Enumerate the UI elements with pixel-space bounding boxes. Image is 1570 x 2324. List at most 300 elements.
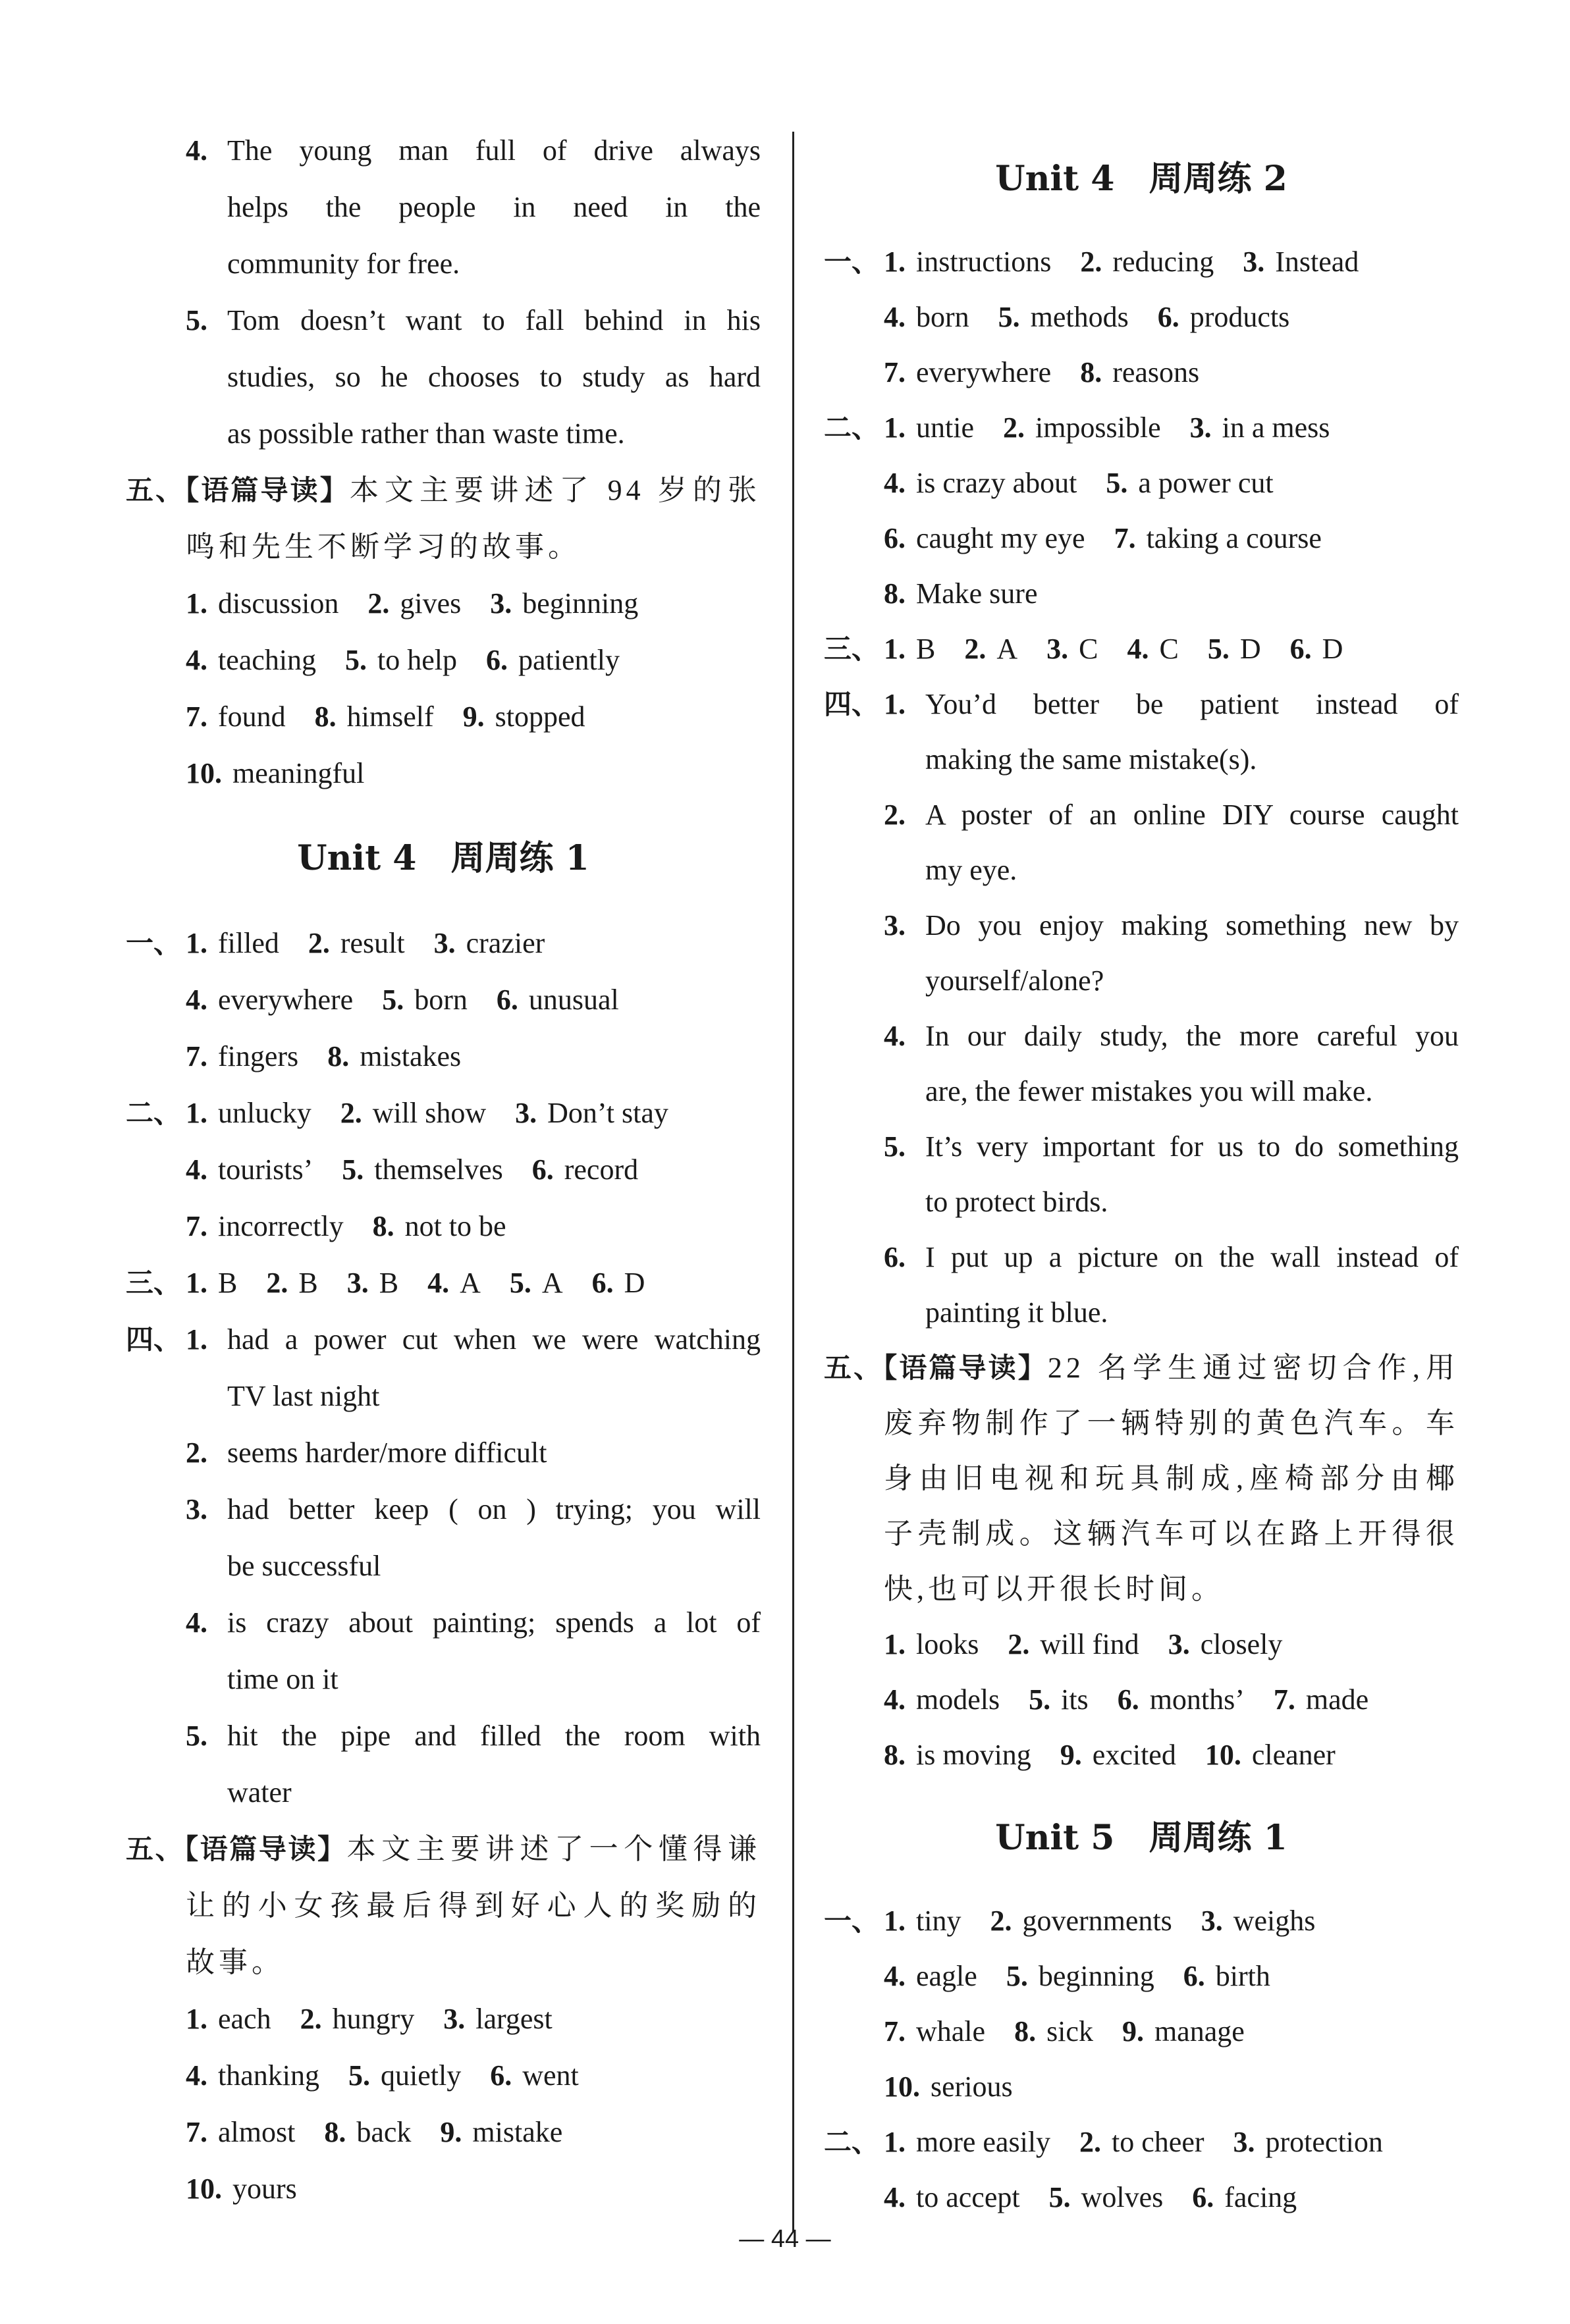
answer-line — [126, 2161, 761, 2217]
answer-number: 3. — [1046, 633, 1069, 665]
answer-number: 4. — [427, 1267, 450, 1299]
answer-text: hungry — [332, 2003, 415, 2035]
answer-number: 7. — [186, 700, 207, 733]
answer-text: facing — [1224, 2181, 1297, 2213]
answer-number: 8. — [884, 1739, 906, 1771]
left-column — [126, 122, 761, 2217]
guide-text: 让的小女孩最后得到好心人的奖励的 — [186, 1889, 761, 1922]
answer-line — [126, 1085, 761, 1142]
answer-number: 3. — [433, 927, 456, 959]
answer-number: 5. — [186, 304, 207, 336]
answer-text: filled — [218, 927, 279, 959]
answer-line — [126, 972, 761, 1028]
answer-item — [463, 689, 585, 745]
sentence-text: helps the people in need in the — [227, 191, 761, 223]
answer-line — [126, 1028, 761, 1085]
guide-line — [824, 1451, 1459, 1506]
answer-item — [342, 1142, 503, 1198]
answer-text: crazier — [466, 927, 545, 959]
answer-number: 6. — [1157, 301, 1179, 333]
answer-number: 4. — [884, 467, 906, 499]
sentence-text: A poster of an online DIY course caught — [925, 799, 1459, 831]
sentence-text: making the same mistake(s). — [925, 743, 1257, 776]
answer-row — [186, 915, 574, 972]
answer-number: 3. — [443, 2003, 466, 2035]
section-heading: Unit 4 周周练 1 — [297, 838, 589, 878]
sentence-text: as possible rather than waste time. — [227, 417, 625, 450]
answer-row — [884, 1893, 1344, 1949]
section-label: 五、 — [824, 1352, 884, 1384]
answer-number: 8. — [314, 700, 337, 733]
answer-item — [1274, 1672, 1368, 1728]
answer-row — [186, 2161, 326, 2217]
answer-number: 4. — [1127, 633, 1149, 665]
answer-number: 4. — [884, 2181, 906, 2213]
sentence-line — [824, 1009, 1459, 1064]
answer-item — [340, 1085, 486, 1142]
answer-text: meaningful — [232, 757, 365, 789]
section-label: 一、 — [824, 246, 880, 278]
answer-number: 2. — [1002, 411, 1025, 444]
answer-text: reducing — [1112, 246, 1214, 278]
answer-row — [884, 566, 1067, 621]
answer-item — [1029, 1672, 1089, 1728]
answer-number: 4. — [884, 1960, 906, 1992]
answer-number: 3. — [186, 1493, 207, 1525]
answer-item — [186, 1991, 271, 2047]
guide-text: 故事。 — [186, 1946, 284, 1978]
answer-item — [440, 2104, 562, 2161]
answer-text: weighs — [1233, 1905, 1316, 1937]
answer-text: mistake — [472, 2116, 563, 2148]
answer-text: cleaner — [1251, 1739, 1336, 1771]
answer-number: 1. — [186, 2003, 207, 2035]
answer-text: B — [298, 1267, 318, 1299]
answer-number: 4. — [186, 134, 207, 167]
answer-item — [1014, 2004, 1093, 2059]
sentence-text: is crazy about painting; spends a lot of — [227, 1606, 761, 1639]
answer-text: yours — [232, 2173, 297, 2205]
answer-number: 4. — [186, 1606, 207, 1639]
answer-number: 1. — [186, 1267, 207, 1299]
answer-number: 6. — [1289, 633, 1312, 665]
answer-number: 3. — [490, 587, 512, 620]
sentence-text: studies, so he chooses to study as hard — [227, 361, 761, 393]
guide-text: 鸣和先生不断学习的故事。 — [186, 531, 581, 563]
answer-item — [884, 2059, 1013, 2115]
answer-text: to accept — [916, 2181, 1020, 2213]
answer-number: 6. — [486, 644, 508, 676]
answer-number: 2. — [990, 1905, 1012, 1937]
answer-item — [186, 915, 279, 972]
answer-row — [884, 621, 1372, 677]
answer-line — [126, 1255, 761, 1311]
answer-text: quietly — [380, 2059, 462, 2092]
right-column — [824, 124, 1459, 2225]
answer-text: record — [564, 1153, 639, 1186]
answer-item — [427, 1255, 481, 1311]
sentence-text: It’s very important for us to do something — [925, 1130, 1459, 1163]
answer-line — [824, 566, 1459, 621]
answer-text: wolves — [1081, 2181, 1164, 2213]
answer-number: 7. — [884, 2015, 906, 2047]
answer-text: taking a course — [1146, 522, 1322, 554]
answer-number: 2. — [367, 587, 390, 620]
guide-line — [824, 1506, 1459, 1562]
answer-number: 7. — [884, 356, 906, 388]
answer-item — [490, 2047, 579, 2104]
answer-item — [186, 2104, 295, 2161]
answer-number: 4. — [186, 984, 207, 1016]
answer-line — [824, 1893, 1459, 1949]
sentence-text: my eye. — [925, 854, 1017, 886]
answer-text: products — [1189, 301, 1290, 333]
sentence-line — [824, 1175, 1459, 1230]
answer-row — [186, 2104, 591, 2161]
sentence-text: The young man full of drive always — [227, 134, 761, 167]
guide-line — [126, 1878, 761, 1934]
answer-text: to cheer — [1112, 2126, 1205, 2158]
answer-number: 9. — [462, 700, 485, 733]
answer-number: 4. — [884, 1020, 906, 1052]
answer-item — [1168, 1617, 1283, 1672]
answer-number: 6. — [884, 522, 906, 554]
section-label: 三、 — [126, 1267, 182, 1299]
answer-number: 1. — [884, 411, 906, 444]
answer-text: B — [379, 1267, 399, 1299]
answer-item — [1233, 2115, 1383, 2170]
sentence-text: yourself/alone? — [925, 964, 1104, 997]
answer-line — [824, 1617, 1459, 1672]
answer-text: is crazy about — [916, 467, 1077, 499]
answer-row — [186, 1255, 674, 1311]
answer-number: 5. — [1006, 1960, 1028, 1992]
sentence-line — [126, 349, 761, 406]
answer-text: to help — [377, 644, 458, 676]
sentence-line — [126, 179, 761, 236]
answer-number: 2. — [1079, 2126, 1102, 2158]
answer-text: each — [218, 2003, 271, 2035]
answer-number: 6. — [490, 2059, 512, 2092]
answer-item — [315, 689, 434, 745]
answer-text: excited — [1092, 1739, 1176, 1771]
answer-line — [126, 632, 761, 689]
answer-item — [998, 290, 1129, 345]
answer-item — [186, 1028, 298, 1085]
answer-number: 5. — [186, 1720, 207, 1752]
answer-row — [186, 1991, 582, 2047]
answer-item — [884, 345, 1051, 400]
answer-line — [126, 915, 761, 972]
answer-number: 5. — [1207, 633, 1230, 665]
section-label: 三、 — [824, 633, 880, 665]
guide-tag: 【语篇导读】 — [883, 1352, 1048, 1384]
answer-item — [490, 575, 638, 632]
answer-text: unusual — [528, 984, 619, 1016]
answer-number: 3. — [1168, 1628, 1190, 1660]
answer-item — [1006, 1949, 1154, 2004]
answer-item — [434, 915, 545, 972]
answer-number: 8. — [1014, 2015, 1037, 2047]
answer-text: fingers — [218, 1040, 299, 1072]
answer-item — [1080, 345, 1199, 400]
answer-line — [126, 1198, 761, 1255]
answer-text: himself — [346, 700, 434, 733]
guide-tag: 【语篇导读】 — [184, 1833, 347, 1865]
column-divider — [792, 132, 794, 2232]
answer-number: 8. — [1080, 356, 1102, 388]
guide-line — [126, 1821, 761, 1878]
answer-text: teaching — [218, 644, 317, 676]
answer-text: result — [340, 927, 405, 959]
answer-text: went — [522, 2059, 579, 2092]
answer-number: 1. — [884, 246, 906, 278]
answer-item — [1046, 621, 1098, 677]
answer-item — [1201, 1893, 1316, 1949]
answer-number: 3. — [1189, 411, 1212, 444]
answer-text: Make sure — [916, 577, 1038, 610]
answer-text: will show — [372, 1097, 487, 1129]
section-label: 五、 — [126, 1833, 185, 1865]
answer-line — [824, 2170, 1459, 2225]
answer-item — [300, 1991, 415, 2047]
answer-number: 1. — [186, 927, 207, 959]
answer-number: 2. — [1008, 1628, 1030, 1660]
answer-item — [186, 1142, 313, 1198]
answer-item — [884, 566, 1038, 621]
sentence-line — [126, 292, 761, 349]
guide-text: 本文主要讲述了一个懂得谦 — [346, 1833, 761, 1865]
answer-number: 8. — [372, 1210, 394, 1242]
answer-line — [126, 1991, 761, 2047]
answer-number: 5. — [348, 2059, 370, 2092]
answer-text: beginning — [522, 587, 639, 620]
answer-item — [186, 632, 316, 689]
answer-number: 5. — [1106, 467, 1128, 499]
answer-line — [824, 511, 1459, 566]
sentence-text: Do you enjoy making something new by — [925, 909, 1459, 941]
answer-item — [186, 745, 364, 802]
answer-row — [186, 1198, 535, 1255]
answer-number: 5. — [1048, 2181, 1071, 2213]
answer-number: 3. — [346, 1267, 369, 1299]
answer-text: its — [1061, 1683, 1089, 1716]
answer-row — [884, 400, 1359, 456]
answer-number: 8. — [327, 1040, 350, 1072]
answer-text: discussion — [218, 587, 339, 620]
answer-text: instructions — [916, 246, 1052, 278]
answer-line — [824, 400, 1459, 456]
answer-number: 5. — [382, 984, 404, 1016]
answer-item — [884, 1728, 1031, 1783]
sentence-text: painting it blue. — [925, 1296, 1108, 1329]
answer-text: everywhere — [916, 356, 1052, 388]
answer-item — [1127, 621, 1179, 677]
answer-number: 3. — [515, 1097, 537, 1129]
answer-text: whale — [916, 2015, 986, 2047]
answer-line — [824, 2004, 1459, 2059]
answer-text: D — [1322, 633, 1343, 665]
guide-text: 子壳制成。这辆汽车可以在路上开得很 — [884, 1518, 1459, 1550]
answer-text: methods — [1030, 301, 1129, 333]
sentence-text: to protect birds. — [925, 1186, 1108, 1218]
answer-item — [884, 2115, 1050, 2170]
answer-text: Instead — [1275, 246, 1359, 278]
section-label: 一、 — [126, 927, 182, 959]
answer-line — [126, 745, 761, 802]
sentence-line — [824, 843, 1459, 898]
guide-text: 废弃物制作了一辆特别的黄色汽车。车 — [884, 1407, 1459, 1439]
answer-text: caught my eye — [916, 522, 1085, 554]
answer-item — [1205, 1728, 1336, 1783]
answer-number: 1. — [186, 1323, 207, 1356]
section-label: 二、 — [126, 1097, 182, 1129]
answer-item — [345, 632, 457, 689]
answer-row — [884, 1728, 1365, 1783]
answer-text: more easily — [916, 2126, 1051, 2158]
answer-line — [824, 621, 1459, 677]
answer-number: 2. — [340, 1097, 362, 1129]
answer-text: beginning — [1038, 1960, 1154, 1992]
sentence-text: You’d better be patient instead of — [925, 688, 1459, 720]
guide-line — [126, 1934, 761, 1991]
answer-row — [884, 2059, 1042, 2115]
answer-number: 8. — [884, 577, 906, 610]
answer-number: 5. — [345, 644, 367, 676]
answer-line — [824, 456, 1459, 511]
answer-text: stopped — [495, 700, 585, 733]
answer-item — [186, 2161, 297, 2217]
answer-row — [186, 575, 667, 632]
answer-line — [126, 2047, 761, 2104]
answer-text: impossible — [1035, 411, 1161, 444]
page-number: — 44 — — [739, 2225, 831, 2253]
answer-text: models — [916, 1683, 1000, 1716]
answer-item — [348, 2047, 461, 2104]
answer-row — [884, 290, 1318, 345]
answer-text: serious — [931, 2071, 1013, 2103]
guide-line — [824, 1340, 1459, 1396]
answer-line — [824, 1672, 1459, 1728]
answer-text: almost — [218, 2116, 296, 2148]
guide-line — [824, 1562, 1459, 1617]
answer-number: 7. — [186, 1210, 207, 1242]
section-heading: Unit 5 周周练 1 — [995, 1818, 1287, 1858]
answer-text: in a mess — [1222, 411, 1330, 444]
answer-row — [186, 745, 393, 802]
answer-item — [308, 915, 405, 972]
sentence-line — [126, 1538, 761, 1595]
answer-item — [1114, 511, 1322, 566]
answer-text: birth — [1215, 1960, 1270, 1992]
answer-item — [1008, 1617, 1139, 1672]
answer-text: A — [996, 633, 1018, 665]
answer-item — [186, 972, 353, 1028]
answer-number: 1. — [884, 688, 906, 720]
answer-number: 4. — [186, 2059, 207, 2092]
answer-item — [884, 1617, 979, 1672]
answer-item — [532, 1142, 638, 1198]
answer-text: tourists’ — [218, 1153, 313, 1186]
answer-number: 2. — [308, 927, 330, 959]
answer-number: 10. — [186, 757, 222, 789]
answer-item — [1079, 2115, 1204, 2170]
sentence-line — [126, 1368, 761, 1425]
answer-text: everywhere — [218, 984, 354, 1016]
answer-item — [186, 1085, 311, 1142]
answer-row — [884, 345, 1228, 400]
answer-text: governments — [1022, 1905, 1172, 1937]
answer-line — [126, 575, 761, 632]
guide-tag: 【语篇导读】 — [185, 474, 350, 506]
answer-number: 2. — [266, 1267, 288, 1299]
answer-row — [186, 1085, 697, 1142]
answer-line — [824, 234, 1459, 290]
answer-item — [373, 1198, 506, 1255]
section-label: 五、 — [126, 474, 186, 506]
answer-item — [884, 2170, 1020, 2225]
guide-text: 本文主要讲述了 94 岁的张 — [349, 474, 761, 506]
sentence-line — [824, 1119, 1459, 1175]
answer-text: themselves — [374, 1153, 503, 1186]
answer-item — [884, 234, 1051, 290]
answer-row — [884, 2170, 1326, 2225]
answer-number: 5. — [342, 1153, 364, 1186]
answer-item — [186, 1255, 237, 1311]
answer-item — [327, 1028, 461, 1085]
answer-row — [884, 456, 1303, 511]
answer-item — [486, 632, 620, 689]
answer-number: 2. — [964, 633, 987, 665]
answer-number: 10. — [1205, 1739, 1241, 1771]
answer-number: 1. — [186, 1097, 207, 1129]
answer-row — [884, 1617, 1311, 1672]
answer-number: 6. — [884, 1241, 906, 1273]
sentence-line — [824, 732, 1459, 787]
answer-item — [1060, 1728, 1176, 1783]
answer-number: 4. — [186, 644, 207, 676]
answer-item — [1243, 234, 1359, 290]
answer-item — [186, 1198, 344, 1255]
section-label: 四、 — [824, 688, 880, 720]
answer-text: A — [460, 1267, 481, 1299]
answer-item — [324, 2104, 411, 2161]
answer-text: months’ — [1149, 1683, 1245, 1716]
answer-number: 6. — [1192, 2181, 1214, 2213]
guide-text: 22 名学生通过密切合作,用 — [1047, 1352, 1459, 1384]
answer-row — [884, 511, 1351, 566]
answer-row — [884, 234, 1388, 290]
answer-text: D — [624, 1267, 645, 1299]
sentence-line — [824, 677, 1459, 732]
answer-item — [884, 2004, 985, 2059]
sentence-line — [126, 406, 761, 462]
sentence-text: seems harder/more difficult — [227, 1437, 547, 1469]
answer-text: is moving — [916, 1739, 1031, 1771]
answer-row — [884, 1949, 1299, 2004]
answer-number: 3. — [1201, 1905, 1223, 1937]
answer-item — [443, 1991, 553, 2047]
answer-text: manage — [1154, 2015, 1245, 2047]
answer-row — [186, 2047, 608, 2104]
answer-line — [126, 689, 761, 745]
answer-row — [186, 632, 649, 689]
answer-number: 8. — [324, 2116, 346, 2148]
answer-text: mistakes — [360, 1040, 462, 1072]
sentence-line — [824, 1230, 1459, 1285]
answer-item — [884, 290, 969, 345]
answer-row — [186, 689, 614, 745]
